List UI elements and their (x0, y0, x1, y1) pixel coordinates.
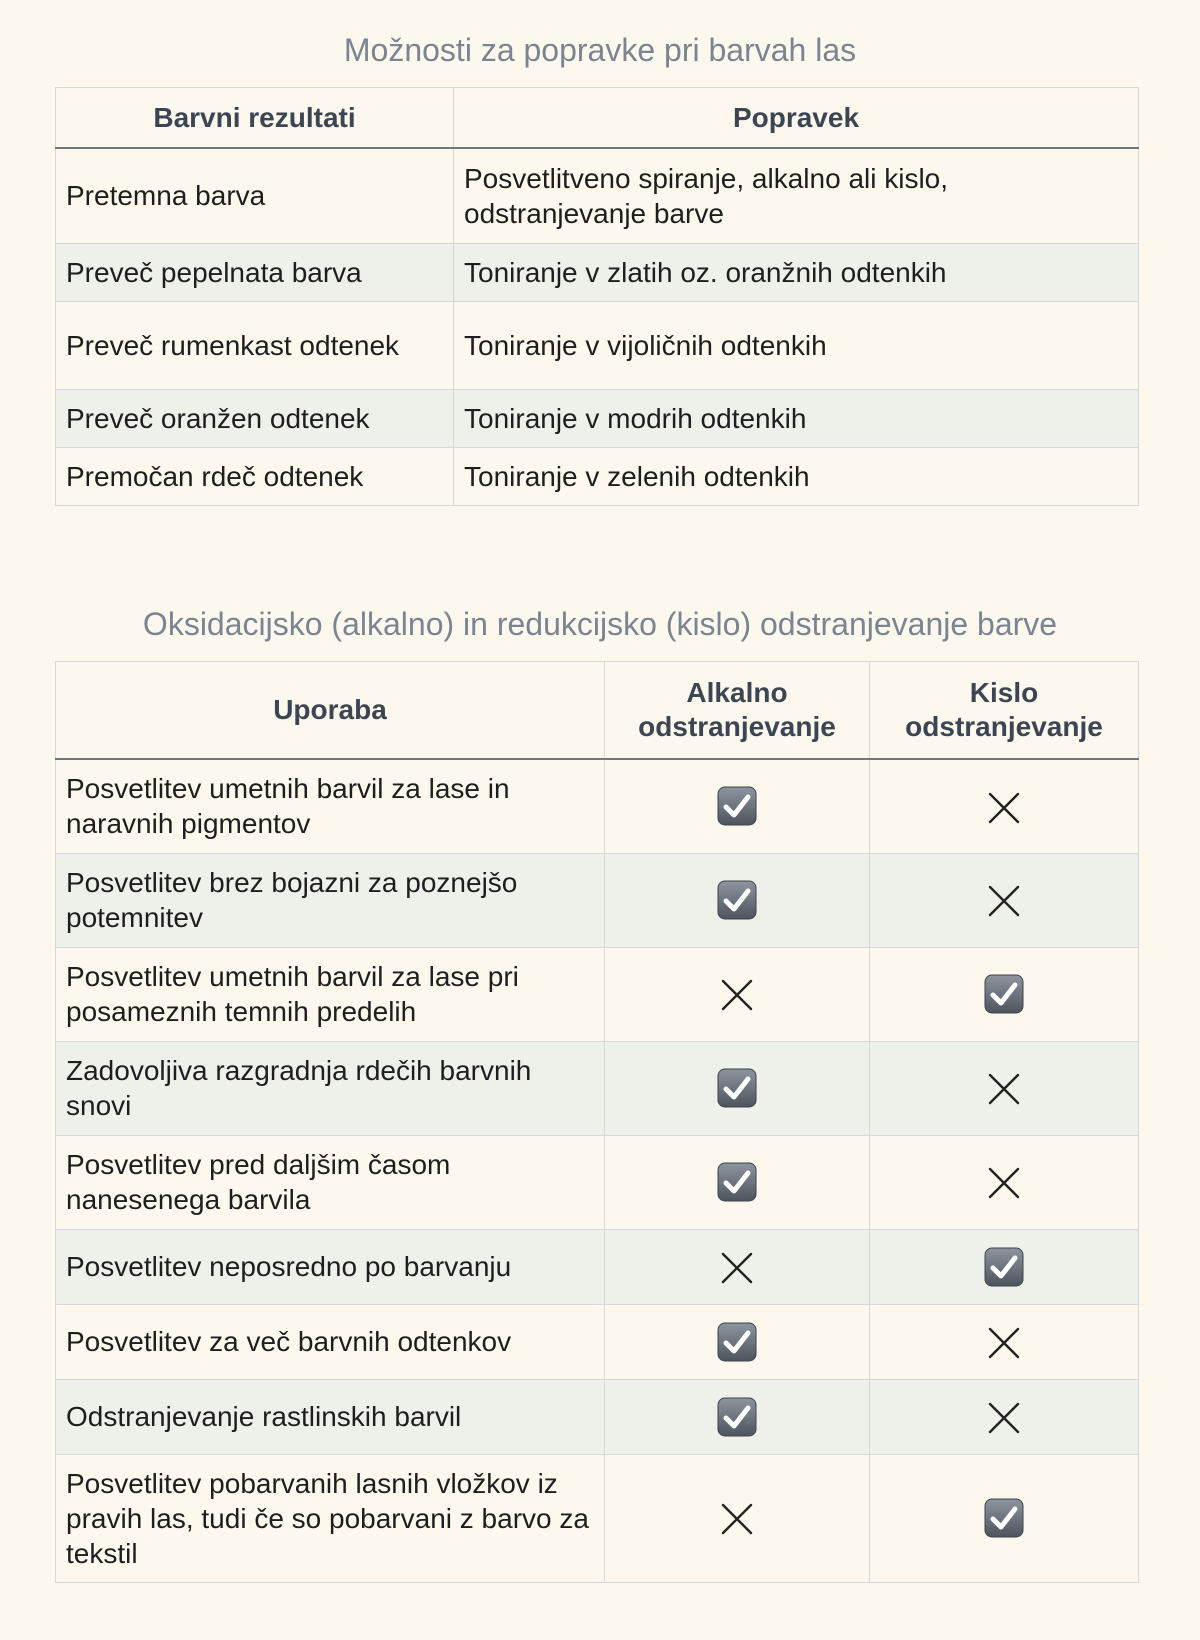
use-cell: Posvetlitev pobarvanih lasnih vložkov iz pravih las, tudi če so pobarvani z barvo za tekstil (56, 1454, 605, 1582)
checkmark-icon (717, 882, 757, 913)
use-cell: Posvetlitev brez bojazni za poznejšo potemnitev (56, 853, 605, 947)
header-acid: Kislo odstranjevanje (870, 662, 1139, 760)
alkaline-cell (605, 759, 870, 853)
checkmark-icon (984, 976, 1024, 1007)
cross-icon (987, 1325, 1021, 1356)
table-row (56, 148, 1139, 243)
acid-cell (870, 1379, 1139, 1454)
acid-cell (870, 1304, 1139, 1379)
acid-cell (870, 1454, 1139, 1582)
table-row (56, 853, 1139, 947)
correction-cell: Toniranje v zlatih oz. oranžnih odtenkih (454, 243, 1139, 301)
table-row (56, 1379, 1139, 1454)
table-row (56, 389, 1139, 447)
corrections-table-title: Možnosti za popravke pri barvah las (343, 32, 857, 68)
correction-cell: Toniranje v vijoličnih odtenkih (454, 301, 1139, 389)
table-row (56, 1454, 1139, 1582)
table-row (56, 759, 1139, 853)
alkaline-cell (605, 1041, 870, 1135)
acid-cell (870, 1135, 1139, 1229)
alkaline-cell (605, 1454, 870, 1582)
header-alkaline: Alkalno odstranjevanje (605, 662, 870, 760)
checkmark-icon (717, 1070, 757, 1101)
table-row (56, 1229, 1139, 1304)
use-cell: Zadovoljiva razgradnja rdečih barvnih snovi (56, 1041, 605, 1135)
acid-cell (870, 1229, 1139, 1304)
correction-cell: Toniranje v zelenih odtenkih (454, 447, 1139, 505)
color-result-cell: Premočan rdeč odtenek (56, 447, 454, 505)
checkmark-icon (717, 1399, 757, 1430)
cross-icon (987, 884, 1021, 915)
removal-table (55, 661, 1139, 1583)
checkmark-icon (717, 1164, 757, 1195)
table-row (56, 301, 1139, 389)
corrections-table (55, 87, 1139, 506)
acid-cell (870, 759, 1139, 853)
correction-cell: Posvetlitveno spiranje, alkalno ali kislo, odstranjevanje barve (454, 148, 1139, 243)
table-row (56, 1304, 1139, 1379)
removal-table-title: Oksidacijsko (alkalno) in redukcijsko (kislo) odstranjevanje barve (142, 606, 1058, 642)
header-use: Uporaba (56, 662, 605, 760)
alkaline-cell (605, 1379, 870, 1454)
cross-icon (987, 1400, 1021, 1431)
header-correction: Popravek (454, 88, 1139, 149)
checkmark-icon (717, 789, 757, 820)
checkmark-icon (717, 1324, 757, 1355)
color-result-cell: Pretemna barva (56, 148, 454, 243)
table-row (56, 1135, 1139, 1229)
header-color-result: Barvni rezultati (56, 88, 454, 149)
color-result-cell: Preveč oranžen odtenek (56, 389, 454, 447)
use-cell: Posvetlitev umetnih barvil za lase in naravnih pigmentov (56, 759, 605, 853)
acid-cell (870, 947, 1139, 1041)
alkaline-cell (605, 853, 870, 947)
cross-icon (987, 1072, 1021, 1103)
color-result-cell: Preveč rumenkast odtenek (56, 301, 454, 389)
alkaline-cell (605, 1304, 870, 1379)
checkmark-icon (984, 1500, 1024, 1531)
use-cell: Posvetlitev pred daljšim časom nanesenega barvila (56, 1135, 605, 1229)
table-row (56, 447, 1139, 505)
alkaline-cell (605, 947, 870, 1041)
use-cell: Posvetlitev za več barvnih odtenkov (56, 1304, 605, 1379)
color-result-cell: Preveč pepelnata barva (56, 243, 454, 301)
table-row (56, 243, 1139, 301)
use-cell: Odstranjevanje rastlinskih barvil (56, 1379, 605, 1454)
correction-cell: Toniranje v modrih odtenkih (454, 389, 1139, 447)
use-cell: Posvetlitev neposredno po barvanju (56, 1229, 605, 1304)
table-row (56, 1041, 1139, 1135)
alkaline-cell (605, 1229, 870, 1304)
alkaline-cell (605, 1135, 870, 1229)
cross-icon (720, 1250, 754, 1281)
checkmark-icon (984, 1249, 1024, 1280)
cross-icon (987, 790, 1021, 821)
table-row (56, 947, 1139, 1041)
cross-icon (987, 1166, 1021, 1197)
acid-cell (870, 1041, 1139, 1135)
use-cell: Posvetlitev umetnih barvil za lase pri posameznih temnih predelih (56, 947, 605, 1041)
cross-icon (720, 1502, 754, 1533)
acid-cell (870, 853, 1139, 947)
cross-icon (720, 978, 754, 1009)
